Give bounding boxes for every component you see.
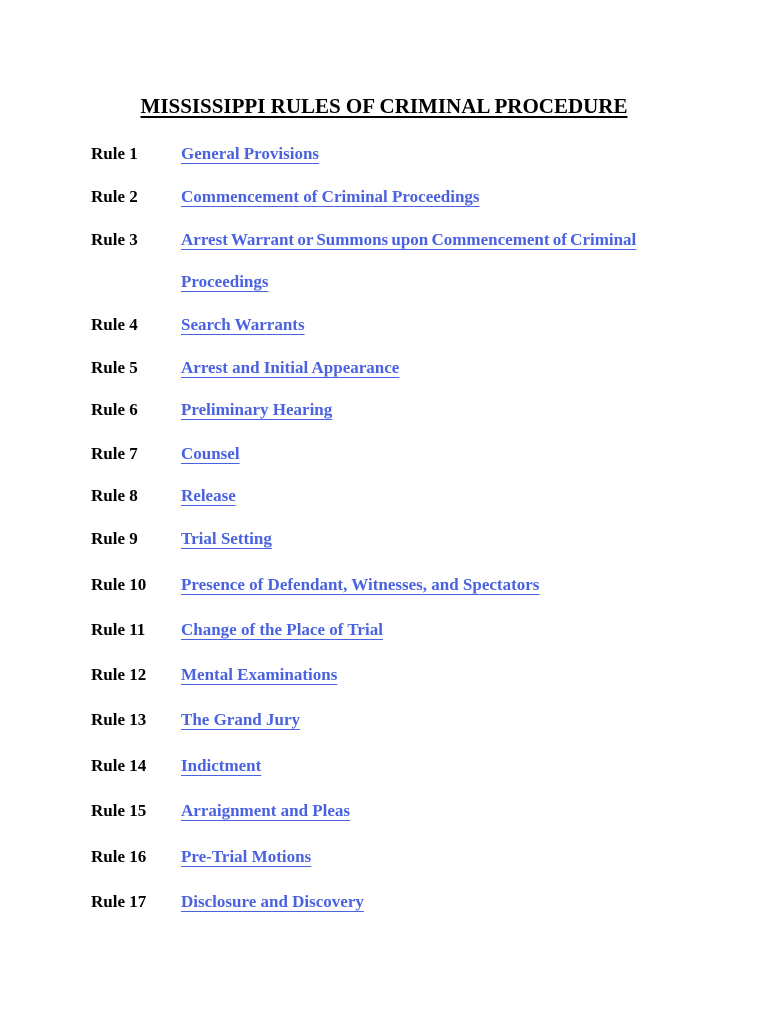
rule-number: Rule 12 [91, 665, 147, 684]
rule-link-release[interactable]: Release [181, 486, 236, 505]
rule-link-indictment[interactable]: Indictment [181, 756, 262, 775]
rule-link-mental-examinations[interactable]: Mental Examinations [181, 665, 338, 684]
rule-number: Rule 2 [91, 187, 138, 206]
rule-number: Rule 6 [91, 400, 138, 419]
document-title: MISSISSIPPI RULES OF CRIMINAL PROCEDURE [140, 94, 628, 118]
rule-number: Rule 10 [91, 575, 147, 594]
rule-link-change-place-of-trial[interactable]: Change of the Place of Trial [181, 620, 383, 639]
rule-link-trial-setting[interactable]: Trial Setting [181, 529, 272, 548]
rule-number: Rule 7 [91, 444, 138, 463]
rule-link-counsel[interactable]: Counsel [181, 444, 240, 463]
rule-number: Rule 9 [91, 529, 138, 548]
rule-link-grand-jury[interactable]: The Grand Jury [181, 710, 301, 729]
rule-number: Rule 11 [91, 620, 146, 639]
rule-link-arrest-initial-appearance[interactable]: Arrest and Initial Appearance [181, 358, 400, 377]
rule-link-disclosure-discovery[interactable]: Disclosure and Discovery [181, 892, 364, 911]
rule-link-presence-of-defendant[interactable]: Presence of Defendant, Witnesses, and Spectators [181, 575, 540, 594]
rule-number: Rule 14 [91, 756, 147, 775]
rule-link-arrest-warrant-continued[interactable]: Proceedings [181, 272, 269, 291]
rule-number: Rule 5 [91, 358, 138, 377]
rule-number: Rule 3 [91, 230, 138, 249]
rule-link-search-warrants[interactable]: Search Warrants [181, 315, 305, 334]
rule-number: Rule 8 [91, 486, 138, 505]
rule-number: Rule 1 [91, 144, 138, 163]
rule-number: Rule 17 [91, 892, 147, 911]
rule-link-commencement[interactable]: Commencement of Criminal Proceedings [181, 187, 480, 206]
rule-link-pre-trial-motions[interactable]: Pre-Trial Motions [181, 847, 312, 866]
rule-number: Rule 13 [91, 710, 147, 729]
rule-link-arrest-warrant[interactable]: Arrest Warrant or Summons upon Commencement of Criminal [181, 230, 637, 249]
rule-link-general-provisions[interactable]: General Provisions [181, 144, 320, 163]
rule-number: Rule 15 [91, 801, 147, 820]
rule-link-preliminary-hearing[interactable]: Preliminary Hearing [181, 400, 333, 419]
rule-number: Rule 4 [91, 315, 138, 334]
rule-number: Rule 16 [91, 847, 147, 866]
rule-link-arraignment-pleas[interactable]: Arraignment and Pleas [181, 801, 351, 820]
